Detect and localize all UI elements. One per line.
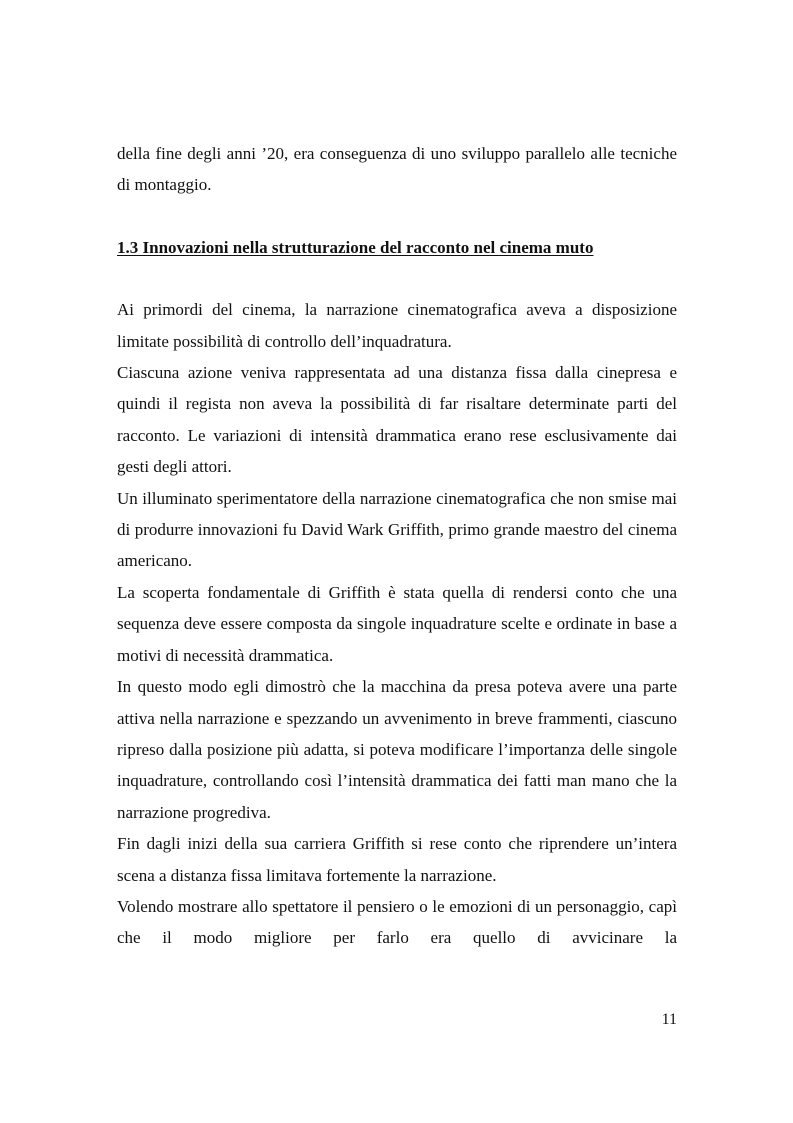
body-paragraph-5: In questo modo egli dimostrò che la macchina da presa poteva avere una parte attiva nella narrazione e spezzando un avvenimento in breve frammenti, ciascuno ripreso dalla posizione più adatta, si poteva modificare l’importanza delle singole inquadrature, controllando così l’intensità drammatica dei fatti man mano che la narrazione progrediva. <box>117 677 677 822</box>
body-paragraph-6: Fin dagli inizi della sua carriera Griffith si rese conto che riprendere un’intera scena a distanza fissa limitava fortemente la narrazione. <box>117 834 677 885</box>
spacer <box>117 201 677 232</box>
body-paragraph-1: Ai primordi del cinema, la narrazione cinematografica aveva a disposizione limitate possibilità di controllo dell’inquadratura. <box>117 300 677 351</box>
body-paragraph-2: Ciascuna azione veniva rappresentata ad una distanza fissa dalla cinepresa e quindi il regista non aveva la possibilità di far risaltare determinate parti del racconto. Le variazioni di intensità drammatica erano rese esclusivamente dai gesti degli attori. <box>117 363 677 477</box>
body-paragraph-3: Un illuminato sperimentatore della narrazione cinematografica che non smise mai di produrre innovazioni fu David Wark Griffith, primo grande maestro del cinema americano. <box>117 488 677 571</box>
section-heading: 1.3 Innovazioni nella strutturazione del racconto nel cinema muto <box>117 237 594 257</box>
intro-paragraph: della fine degli anni ’20, era conseguenza di uno sviluppo parallelo alle tecniche di montaggio. <box>117 144 677 195</box>
body-paragraph-4: La scoperta fondamentale di Griffith è stata quella di rendersi conto che una sequenza deve essere composta da singole inquadrature scelte e ordinate in base a motivi di necessità drammatica. <box>117 582 677 665</box>
spacer <box>117 263 677 294</box>
body-paragraph-7: Volendo mostrare allo spettatore il pensiero o le emozioni di un personaggio, capì che il modo migliore per farlo era quello di avvicinare la <box>117 896 677 948</box>
page-content <box>117 138 677 954</box>
page-number: 11 <box>661 1011 677 1028</box>
